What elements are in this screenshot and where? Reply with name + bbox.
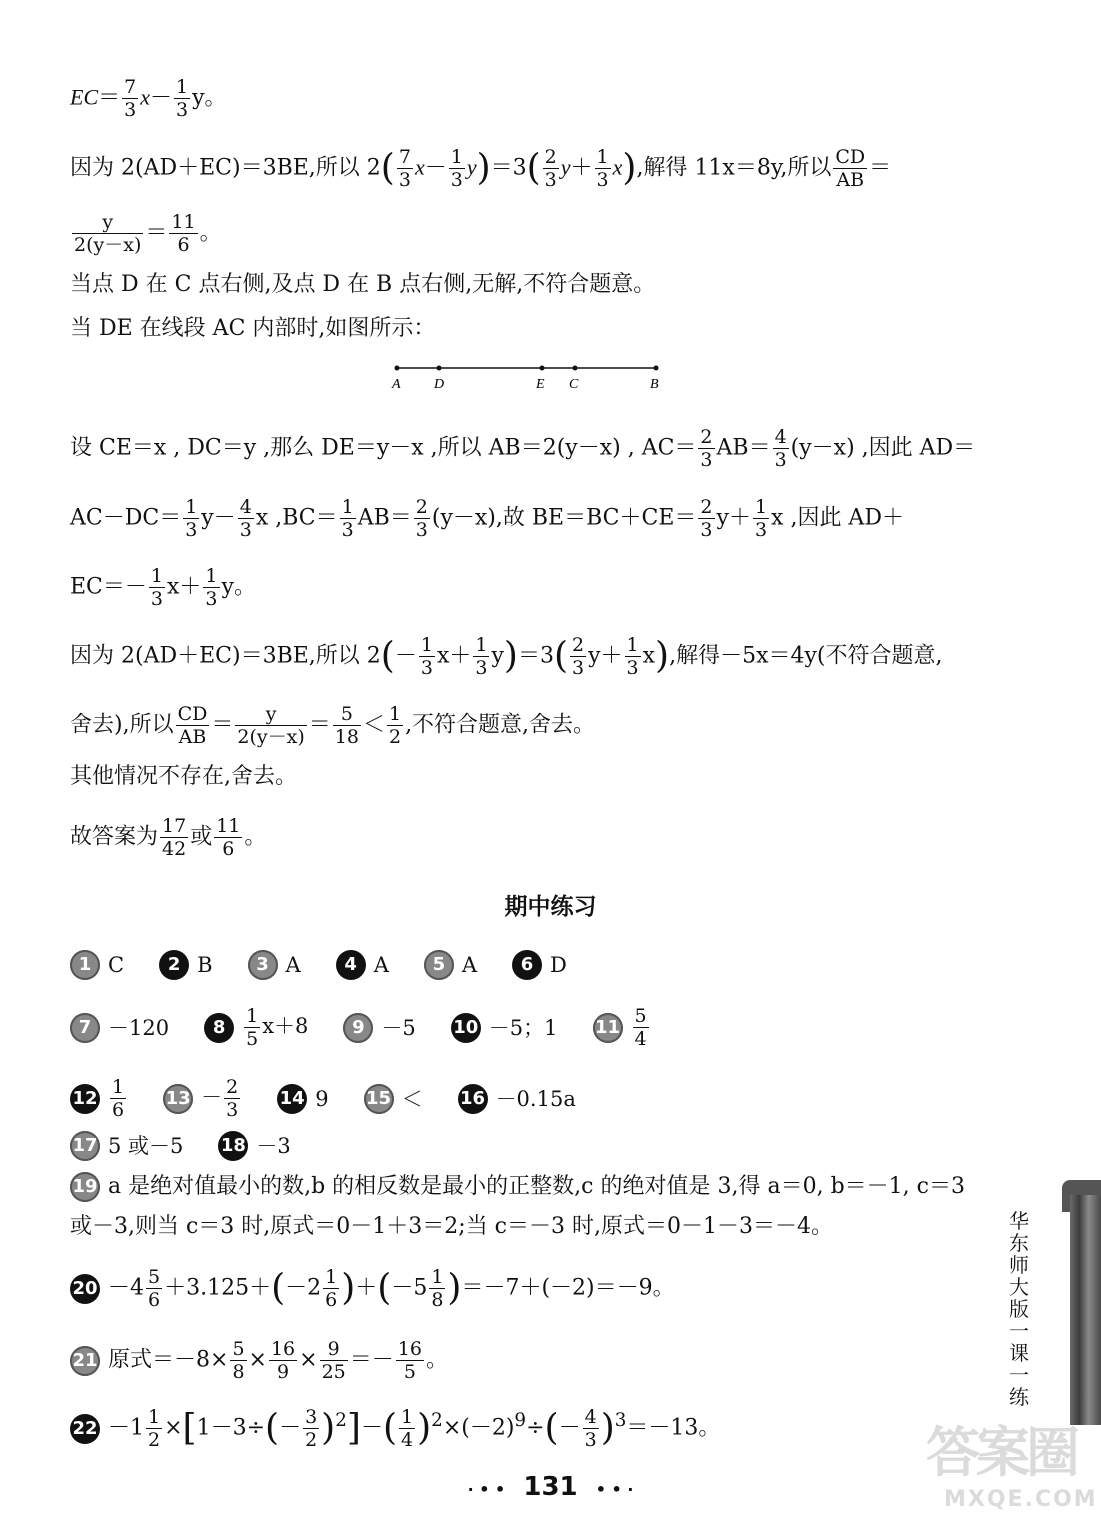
q20-line: 20 －4 $\frac{5}{6}$ ＋3.125＋(－2 $\frac{1}{6}$ )＋(－5 $\frac{1}{8}$ )＝－7＋(－2)＝－9。 [70, 1266, 675, 1311]
fill-answers-row-1: 7 －120 8 $\frac{1}{5}$ x＋8 9 －5 10 －5；1 11 $\frac{5}{4}$ [70, 1005, 679, 1050]
side-book-title: 华东师大版一课一练 [1009, 1209, 1029, 1409]
solution-line-11: 其他情况不存在,舍去。 [70, 764, 297, 789]
question-number-badge: 2 [159, 950, 189, 980]
question-number-badge: 5 [424, 950, 454, 980]
point-label: C [569, 377, 579, 392]
solution-line-7: AC－DC＝ $\frac{1}{3}$ y－ $\frac{4}{3}$ x ,BC＝ $\frac{1}{3}$ AB＝ $\frac{2}{3}$ (y－x),故 BE＝BC＋CE＝ $\frac{2}{3}$ y＋ $\frac{1}{3}$ x ,因此 AD＋ [70, 496, 904, 541]
fill-answers-row-2: 12 $\frac{1}{6}$ 13 － $\frac{2}{3}$ 14 9 15 ＜ 16 －0.15a [70, 1076, 604, 1121]
question-number-badge: 6 [512, 950, 542, 980]
solution-line-2: 因为 2(AD＋EC)＝3BE,所以 2( $\frac{7}{3}$ x－ $\frac{1}{3}$ y)＝3( $\frac{2}{3}$ y＋ $\frac{1}{3}$ x),解得 11x＝8y,所以 $\frac{CD}{AB}$ ＝ [70, 146, 892, 191]
page-number: · • • 131 • • · [467, 1472, 634, 1502]
solution-line-9: 因为 2(AD＋EC)＝3BE,所以 2(－ $\frac{1}{3}$ x＋ $\frac{1}{3}$ y)＝3( $\frac{2}{3}$ y＋ $\frac{1}{3}$ x),解得－5x＝4y(不符合题意, [70, 634, 943, 679]
question-number-badge: 3 [248, 950, 278, 980]
side-tab-bar [1070, 1195, 1101, 1425]
q19-line-2: 或－3,则当 c＝3 时,原式＝0－1＋3＝2;当 c＝－3 时,原式＝0－1－3＝－4。 [70, 1214, 833, 1239]
solution-line-4: 当点 D 在 C 点右侧,及点 D 在 B 点右侧,无解,不符合题意。 [70, 272, 656, 297]
question-number-badge: 4 [336, 950, 366, 980]
point-label: B [650, 377, 659, 392]
solution-line-1: EC＝ $\frac{7}{3}$ x－ $\frac{1}{3}$ y。 [70, 76, 227, 121]
point-label: E [536, 377, 545, 392]
q19-line-1: 19 a 是绝对值最小的数,b 的相反数是最小的正整数,c 的绝对值是 3,得 a＝0, b＝－1, c＝3 [70, 1172, 965, 1202]
point-label: A [392, 377, 401, 392]
mc-answers-row: 1 C 2 B 3 A 4 A 5 A 6 D [70, 950, 595, 980]
solution-line-10: 舍去),所以 $\frac{CD}{AB}$ ＝ $\frac{y}{2(y-x)}$ ＝ $\frac{5}{18}$ ＜ $\frac{1}{2}$ ,不符合题意,舍去。 [70, 703, 596, 748]
fraction: $\frac{1}{3}$ [176, 76, 189, 121]
solution-line-6: 设 CE＝x , DC＝y ,那么 DE＝y－x ,所以 AB＝2(y－x) , AC＝ $\frac{2}{3}$ AB＝ $\frac{4}{3}$ (y－x) ,因此 AD＝ [70, 426, 976, 471]
fraction: $\frac{7}{3}$ [124, 76, 137, 121]
section-title: 期中练习 [504, 893, 597, 920]
solution-line-5: 当 DE 在线段 AC 内部时,如图所示： [70, 316, 436, 341]
q22-line: 22 －1 $\frac{1}{2}$ ×[1－3÷(－ $\frac{3}{2}$ )$^2$]－( $\frac{1}{4}$ )$^2\times(-2)^9\div(-$ $\frac{4}{3}$ )$^3$＝－13。 [70, 1406, 720, 1451]
watermark-logo: 答案圈 MXQE.COM [926, 1421, 1098, 1512]
final-answer-line: 故答案为 $\frac{17}{42}$ 或 $\frac{11}{6}$ 。 [70, 815, 267, 860]
fill-answers-row-3: 17 5 或－5 18 －3 [70, 1131, 319, 1161]
question-number-badge: 1 [70, 950, 100, 980]
segment-diagram [388, 358, 668, 394]
q21-line: 21 原式＝－8× $\frac{5}{8}$ × $\frac{16}{9}$ × $\frac{9}{25}$ ＝－ $\frac{16}{5}$ 。 [70, 1338, 448, 1383]
solution-line-8: EC＝－ $\frac{1}{3}$ x＋ $\frac{1}{3}$ y。 [70, 565, 256, 610]
solution-line-3: $\frac{y}{2(y-x)}$ ＝ $\frac{11}{6}$ 。 [74, 211, 222, 256]
point-label: D [434, 377, 445, 392]
